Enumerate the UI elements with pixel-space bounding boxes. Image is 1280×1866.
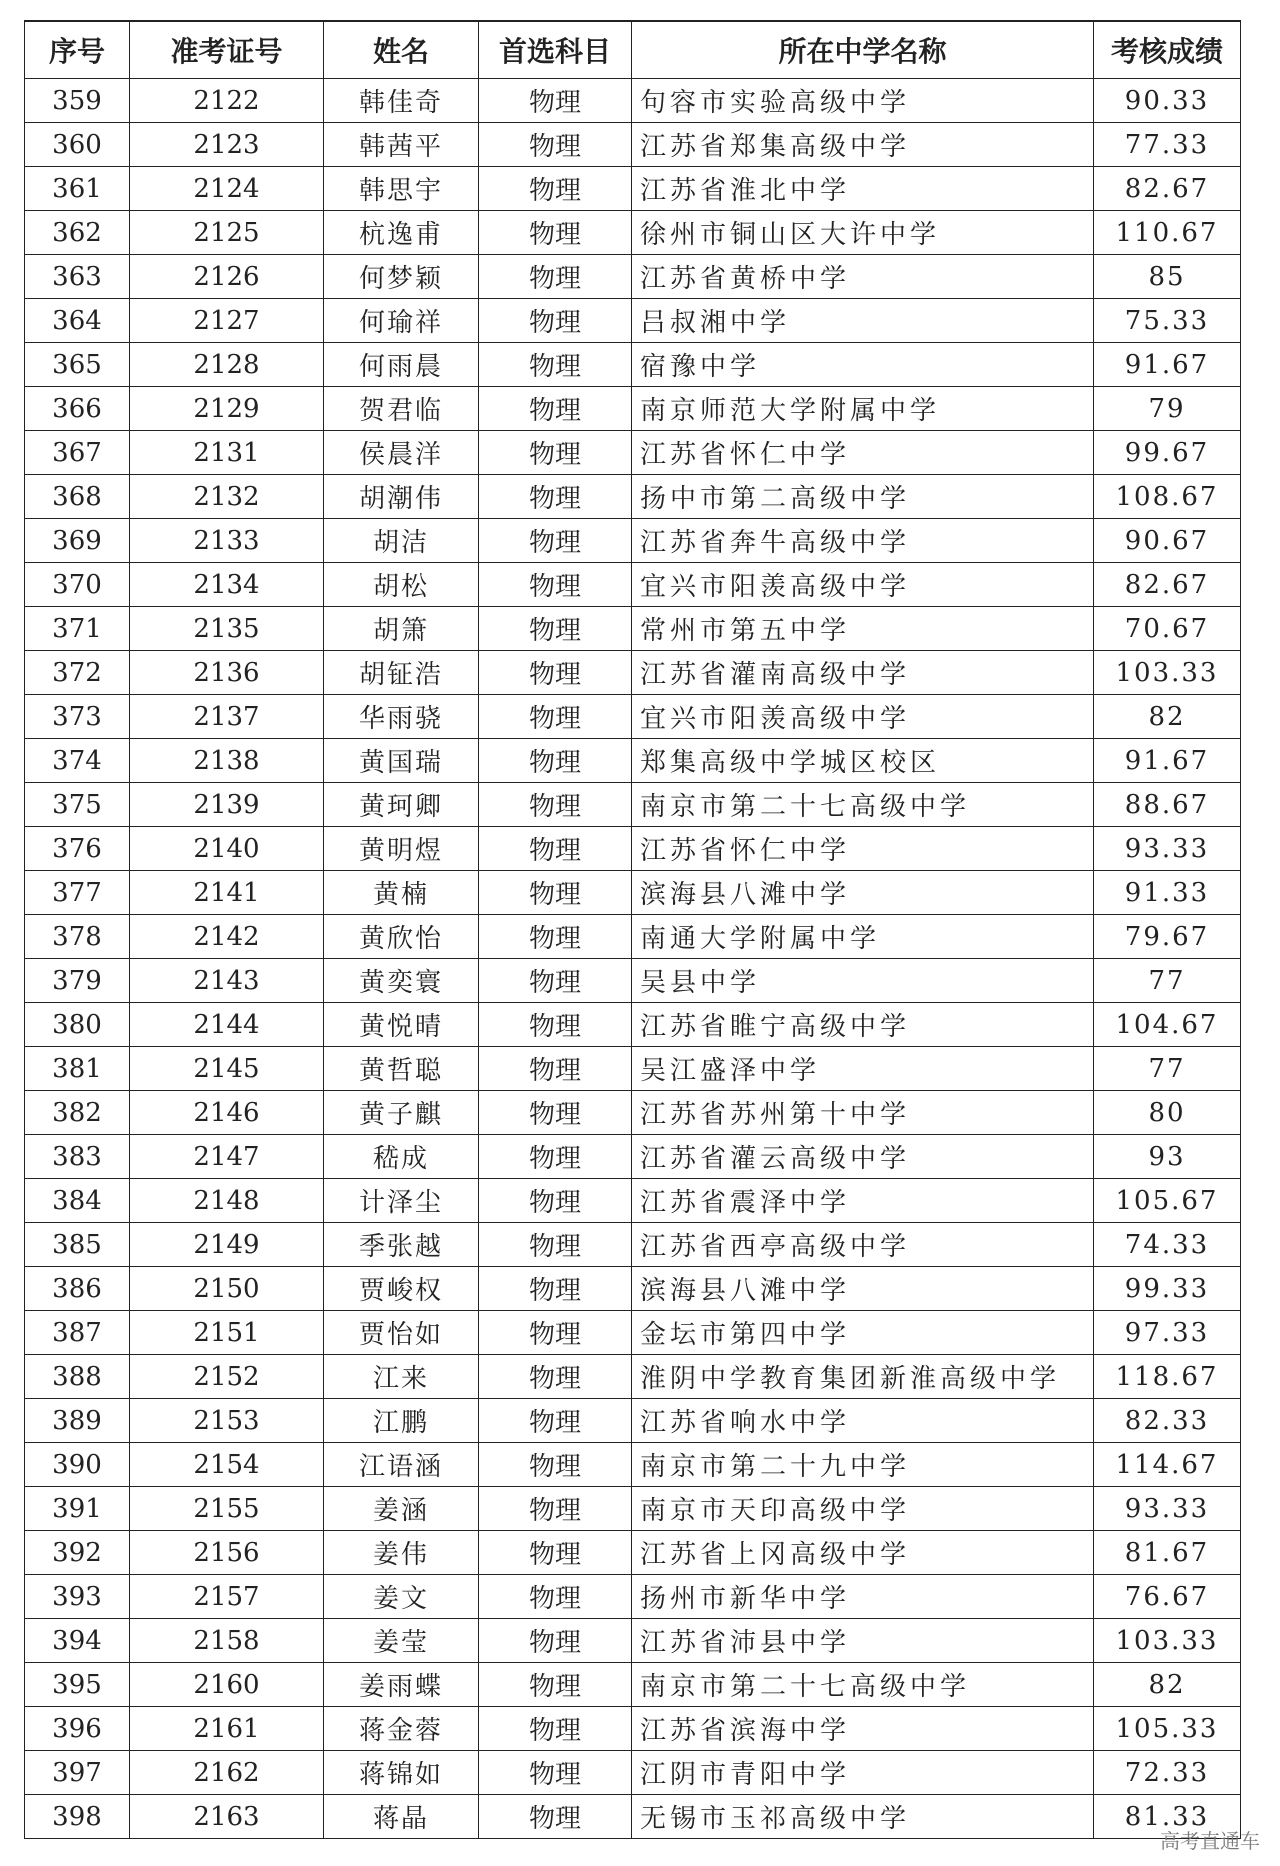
exam-id-cell: 2124 — [130, 167, 324, 211]
header-subject: 首选科目 — [479, 21, 632, 79]
subject-cell: 物理 — [479, 827, 632, 871]
seq-cell: 373 — [25, 695, 130, 739]
table-row — [25, 343, 1241, 387]
name-cell: 蒋金蓉 — [324, 1707, 479, 1751]
school-cell: 徐州市铜山区大许中学 — [632, 211, 1094, 255]
school-cell: 滨海县八滩中学 — [632, 871, 1094, 915]
seq-cell: 395 — [25, 1663, 130, 1707]
header-row — [25, 21, 1241, 79]
header-exam-id: 准考证号 — [130, 21, 324, 79]
score-cell: 91.33 — [1094, 871, 1241, 915]
table-row — [25, 827, 1241, 871]
table-row — [25, 211, 1241, 255]
name-cell: 黄国瑞 — [324, 739, 479, 783]
name-cell: 黄哲聪 — [324, 1047, 479, 1091]
subject-cell: 物理 — [479, 387, 632, 431]
seq-cell: 390 — [25, 1443, 130, 1487]
school-cell: 南京市第二十九中学 — [632, 1443, 1094, 1487]
seq-cell: 387 — [25, 1311, 130, 1355]
name-cell: 江语涵 — [324, 1443, 479, 1487]
header-school: 所在中学名称 — [632, 21, 1094, 79]
name-cell: 江鹏 — [324, 1399, 479, 1443]
name-cell: 韩茜平 — [324, 123, 479, 167]
exam-id-cell: 2127 — [130, 299, 324, 343]
name-cell: 江来 — [324, 1355, 479, 1399]
table-body — [25, 79, 1241, 1839]
seq-cell: 361 — [25, 167, 130, 211]
school-cell: 淮阴中学教育集团新淮高级中学 — [632, 1355, 1094, 1399]
exam-id-cell: 2148 — [130, 1179, 324, 1223]
subject-cell: 物理 — [479, 475, 632, 519]
exam-id-cell: 2136 — [130, 651, 324, 695]
score-cell: 93.33 — [1094, 1487, 1241, 1531]
school-cell: 宜兴市阳羡高级中学 — [632, 695, 1094, 739]
table-row — [25, 695, 1241, 739]
score-cell: 88.67 — [1094, 783, 1241, 827]
exam-id-cell: 2129 — [130, 387, 324, 431]
exam-id-cell: 2140 — [130, 827, 324, 871]
table-row — [25, 1355, 1241, 1399]
subject-cell: 物理 — [479, 1179, 632, 1223]
score-cell: 70.67 — [1094, 607, 1241, 651]
score-cell: 82 — [1094, 1663, 1241, 1707]
name-cell: 黄欣怡 — [324, 915, 479, 959]
exam-id-cell: 2133 — [130, 519, 324, 563]
seq-cell: 368 — [25, 475, 130, 519]
table-row — [25, 739, 1241, 783]
score-cell: 77 — [1094, 959, 1241, 1003]
school-cell: 江苏省灌南高级中学 — [632, 651, 1094, 695]
school-cell: 常州市第五中学 — [632, 607, 1094, 651]
school-cell: 郑集高级中学城区校区 — [632, 739, 1094, 783]
seq-cell: 365 — [25, 343, 130, 387]
table-row — [25, 1443, 1241, 1487]
score-cell: 118.67 — [1094, 1355, 1241, 1399]
subject-cell: 物理 — [479, 1267, 632, 1311]
exam-id-cell: 2134 — [130, 563, 324, 607]
school-cell: 宿豫中学 — [632, 343, 1094, 387]
subject-cell: 物理 — [479, 1531, 632, 1575]
score-cell: 93.33 — [1094, 827, 1241, 871]
exam-id-cell: 2153 — [130, 1399, 324, 1443]
seq-cell: 375 — [25, 783, 130, 827]
name-cell: 何梦颖 — [324, 255, 479, 299]
exam-id-cell: 2132 — [130, 475, 324, 519]
exam-id-cell: 2150 — [130, 1267, 324, 1311]
subject-cell: 物理 — [479, 123, 632, 167]
seq-cell: 360 — [25, 123, 130, 167]
exam-id-cell: 2152 — [130, 1355, 324, 1399]
table-row — [25, 1531, 1241, 1575]
name-cell: 姜雨蝶 — [324, 1663, 479, 1707]
seq-cell: 369 — [25, 519, 130, 563]
school-cell: 江苏省苏州第十中学 — [632, 1091, 1094, 1135]
table-row — [25, 959, 1241, 1003]
table-row — [25, 123, 1241, 167]
score-cell: 91.67 — [1094, 739, 1241, 783]
subject-cell: 物理 — [479, 1091, 632, 1135]
school-cell: 南京市第二十七高级中学 — [632, 1663, 1094, 1707]
name-cell: 黄子麒 — [324, 1091, 479, 1135]
exam-id-cell: 2141 — [130, 871, 324, 915]
seq-cell: 380 — [25, 1003, 130, 1047]
table-row — [25, 1135, 1241, 1179]
seq-cell: 394 — [25, 1619, 130, 1663]
name-cell: 韩佳奇 — [324, 79, 479, 123]
table-row — [25, 255, 1241, 299]
exam-id-cell: 2126 — [130, 255, 324, 299]
subject-cell: 物理 — [479, 1443, 632, 1487]
subject-cell: 物理 — [479, 1047, 632, 1091]
name-cell: 计泽尘 — [324, 1179, 479, 1223]
seq-cell: 393 — [25, 1575, 130, 1619]
school-cell: 江苏省奔牛高级中学 — [632, 519, 1094, 563]
header-name: 姓名 — [324, 21, 479, 79]
name-cell: 胡潮伟 — [324, 475, 479, 519]
table-row — [25, 783, 1241, 827]
exam-id-cell: 2137 — [130, 695, 324, 739]
exam-id-cell: 2128 — [130, 343, 324, 387]
name-cell: 贺君临 — [324, 387, 479, 431]
school-cell: 无锡市玉祁高级中学 — [632, 1795, 1094, 1839]
exam-id-cell: 2156 — [130, 1531, 324, 1575]
subject-cell: 物理 — [479, 519, 632, 563]
exam-id-cell: 2146 — [130, 1091, 324, 1135]
table-row — [25, 1707, 1241, 1751]
school-cell: 滨海县八滩中学 — [632, 1267, 1094, 1311]
exam-id-cell: 2125 — [130, 211, 324, 255]
score-cell: 79 — [1094, 387, 1241, 431]
table-row — [25, 1487, 1241, 1531]
score-cell: 103.33 — [1094, 1619, 1241, 1663]
subject-cell: 物理 — [479, 607, 632, 651]
score-cell: 99.67 — [1094, 431, 1241, 475]
score-cell: 80 — [1094, 1091, 1241, 1135]
exam-id-cell: 2160 — [130, 1663, 324, 1707]
name-cell: 黄悦晴 — [324, 1003, 479, 1047]
exam-id-cell: 2161 — [130, 1707, 324, 1751]
table-row — [25, 871, 1241, 915]
table-row — [25, 1575, 1241, 1619]
table-row — [25, 1179, 1241, 1223]
seq-cell: 384 — [25, 1179, 130, 1223]
school-cell: 江苏省淮北中学 — [632, 167, 1094, 211]
name-cell: 何瑜祥 — [324, 299, 479, 343]
subject-cell: 物理 — [479, 211, 632, 255]
school-cell: 南京市天印高级中学 — [632, 1487, 1094, 1531]
exam-id-cell: 2163 — [130, 1795, 324, 1839]
seq-cell: 382 — [25, 1091, 130, 1135]
score-cell: 79.67 — [1094, 915, 1241, 959]
school-cell: 南京市第二十七高级中学 — [632, 783, 1094, 827]
score-cell: 81.67 — [1094, 1531, 1241, 1575]
school-cell: 宜兴市阳羡高级中学 — [632, 563, 1094, 607]
name-cell: 嵇成 — [324, 1135, 479, 1179]
name-cell: 胡钲浩 — [324, 651, 479, 695]
school-cell: 江苏省郑集高级中学 — [632, 123, 1094, 167]
seq-cell: 367 — [25, 431, 130, 475]
score-cell: 90.33 — [1094, 79, 1241, 123]
name-cell: 贾峻权 — [324, 1267, 479, 1311]
exam-id-cell: 2142 — [130, 915, 324, 959]
score-cell: 103.33 — [1094, 651, 1241, 695]
name-cell: 胡箫 — [324, 607, 479, 651]
seq-cell: 383 — [25, 1135, 130, 1179]
score-cell: 75.33 — [1094, 299, 1241, 343]
name-cell: 黄奕寰 — [324, 959, 479, 1003]
table-row — [25, 1311, 1241, 1355]
table-row — [25, 519, 1241, 563]
name-cell: 何雨晨 — [324, 343, 479, 387]
subject-cell: 物理 — [479, 651, 632, 695]
table-row — [25, 1399, 1241, 1443]
seq-cell: 389 — [25, 1399, 130, 1443]
score-cell: 91.67 — [1094, 343, 1241, 387]
score-sheet — [24, 20, 1240, 1839]
score-cell: 77 — [1094, 1047, 1241, 1091]
subject-cell: 物理 — [479, 563, 632, 607]
school-cell: 吴江盛泽中学 — [632, 1047, 1094, 1091]
table-row — [25, 387, 1241, 431]
exam-id-cell: 2149 — [130, 1223, 324, 1267]
seq-cell: 363 — [25, 255, 130, 299]
score-cell: 82.67 — [1094, 563, 1241, 607]
subject-cell: 物理 — [479, 1135, 632, 1179]
school-cell: 江苏省怀仁中学 — [632, 827, 1094, 871]
subject-cell: 物理 — [479, 167, 632, 211]
subject-cell: 物理 — [479, 1003, 632, 1047]
seq-cell: 370 — [25, 563, 130, 607]
subject-cell: 物理 — [479, 79, 632, 123]
school-cell: 句容市实验高级中学 — [632, 79, 1094, 123]
seq-cell: 366 — [25, 387, 130, 431]
score-cell: 81.33 — [1094, 1795, 1241, 1839]
school-cell: 吴县中学 — [632, 959, 1094, 1003]
table-row — [25, 167, 1241, 211]
table-row — [25, 651, 1241, 695]
exam-id-cell: 2145 — [130, 1047, 324, 1091]
score-cell: 105.67 — [1094, 1179, 1241, 1223]
score-cell: 97.33 — [1094, 1311, 1241, 1355]
seq-cell: 385 — [25, 1223, 130, 1267]
exam-id-cell: 2154 — [130, 1443, 324, 1487]
name-cell: 蒋晶 — [324, 1795, 479, 1839]
seq-cell: 359 — [25, 79, 130, 123]
score-cell: 108.67 — [1094, 475, 1241, 519]
subject-cell: 物理 — [479, 343, 632, 387]
table-row — [25, 1267, 1241, 1311]
score-cell: 90.67 — [1094, 519, 1241, 563]
seq-cell: 379 — [25, 959, 130, 1003]
name-cell: 姜文 — [324, 1575, 479, 1619]
school-cell: 江苏省黄桥中学 — [632, 255, 1094, 299]
table-row — [25, 1003, 1241, 1047]
exam-id-cell: 2131 — [130, 431, 324, 475]
seq-cell: 398 — [25, 1795, 130, 1839]
table-row — [25, 299, 1241, 343]
exam-id-cell: 2143 — [130, 959, 324, 1003]
exam-id-cell: 2138 — [130, 739, 324, 783]
score-cell: 105.33 — [1094, 1707, 1241, 1751]
table-row — [25, 1047, 1241, 1091]
seq-cell: 378 — [25, 915, 130, 959]
score-cell: 85 — [1094, 255, 1241, 299]
school-cell: 江苏省西亭高级中学 — [632, 1223, 1094, 1267]
name-cell: 黄楠 — [324, 871, 479, 915]
seq-cell: 388 — [25, 1355, 130, 1399]
name-cell: 黄珂卿 — [324, 783, 479, 827]
score-cell: 77.33 — [1094, 123, 1241, 167]
name-cell: 胡松 — [324, 563, 479, 607]
subject-cell: 物理 — [479, 1751, 632, 1795]
exam-id-cell: 2122 — [130, 79, 324, 123]
subject-cell: 物理 — [479, 1575, 632, 1619]
school-cell: 江苏省怀仁中学 — [632, 431, 1094, 475]
subject-cell: 物理 — [479, 783, 632, 827]
seq-cell: 391 — [25, 1487, 130, 1531]
school-cell: 金坛市第四中学 — [632, 1311, 1094, 1355]
exam-id-cell: 2157 — [130, 1575, 324, 1619]
subject-cell: 物理 — [479, 1223, 632, 1267]
seq-cell: 377 — [25, 871, 130, 915]
seq-cell: 371 — [25, 607, 130, 651]
seq-cell: 386 — [25, 1267, 130, 1311]
table-row — [25, 915, 1241, 959]
subject-cell: 物理 — [479, 255, 632, 299]
seq-cell: 364 — [25, 299, 130, 343]
subject-cell: 物理 — [479, 739, 632, 783]
school-cell: 江阴市青阳中学 — [632, 1751, 1094, 1795]
subject-cell: 物理 — [479, 1663, 632, 1707]
score-cell: 104.67 — [1094, 1003, 1241, 1047]
exam-id-cell: 2158 — [130, 1619, 324, 1663]
subject-cell: 物理 — [479, 695, 632, 739]
score-cell: 72.33 — [1094, 1751, 1241, 1795]
score-cell: 99.33 — [1094, 1267, 1241, 1311]
score-cell: 114.67 — [1094, 1443, 1241, 1487]
seq-cell: 376 — [25, 827, 130, 871]
score-cell: 110.67 — [1094, 211, 1241, 255]
name-cell: 华雨骁 — [324, 695, 479, 739]
score-cell: 93 — [1094, 1135, 1241, 1179]
name-cell: 姜伟 — [324, 1531, 479, 1575]
school-cell: 江苏省响水中学 — [632, 1399, 1094, 1443]
name-cell: 韩思宇 — [324, 167, 479, 211]
score-cell: 82 — [1094, 695, 1241, 739]
name-cell: 蒋锦如 — [324, 1751, 479, 1795]
school-cell: 扬中市第二高级中学 — [632, 475, 1094, 519]
name-cell: 季张越 — [324, 1223, 479, 1267]
header-seq: 序号 — [25, 21, 130, 79]
subject-cell: 物理 — [479, 1399, 632, 1443]
exam-id-cell: 2155 — [130, 1487, 324, 1531]
subject-cell: 物理 — [479, 915, 632, 959]
name-cell: 侯晨洋 — [324, 431, 479, 475]
subject-cell: 物理 — [479, 1355, 632, 1399]
exam-id-cell: 2135 — [130, 607, 324, 651]
header-score: 考核成绩 — [1094, 21, 1241, 79]
table-row — [25, 475, 1241, 519]
table-row — [25, 1619, 1241, 1663]
name-cell: 姜莹 — [324, 1619, 479, 1663]
seq-cell: 372 — [25, 651, 130, 695]
exam-id-cell: 2147 — [130, 1135, 324, 1179]
subject-cell: 物理 — [479, 959, 632, 1003]
table-row — [25, 1795, 1241, 1839]
table-row — [25, 607, 1241, 651]
subject-cell: 物理 — [479, 1707, 632, 1751]
table-row — [25, 1663, 1241, 1707]
seq-cell: 381 — [25, 1047, 130, 1091]
school-cell: 南通大学附属中学 — [632, 915, 1094, 959]
school-cell: 江苏省滨海中学 — [632, 1707, 1094, 1751]
school-cell: 南京师范大学附属中学 — [632, 387, 1094, 431]
watermark: 高考直通车 — [1160, 1829, 1260, 1853]
table-row — [25, 1223, 1241, 1267]
name-cell: 杭逸甫 — [324, 211, 479, 255]
score-cell: 82.67 — [1094, 167, 1241, 211]
exam-id-cell: 2144 — [130, 1003, 324, 1047]
school-cell: 江苏省睢宁高级中学 — [632, 1003, 1094, 1047]
subject-cell: 物理 — [479, 299, 632, 343]
exam-id-cell: 2139 — [130, 783, 324, 827]
school-cell: 江苏省沛县中学 — [632, 1619, 1094, 1663]
exam-id-cell: 2123 — [130, 123, 324, 167]
seq-cell: 374 — [25, 739, 130, 783]
school-cell: 扬州市新华中学 — [632, 1575, 1094, 1619]
score-cell: 76.67 — [1094, 1575, 1241, 1619]
school-cell: 江苏省灌云高级中学 — [632, 1135, 1094, 1179]
name-cell: 姜涵 — [324, 1487, 479, 1531]
seq-cell: 396 — [25, 1707, 130, 1751]
exam-id-cell: 2151 — [130, 1311, 324, 1355]
subject-cell: 物理 — [479, 1795, 632, 1839]
seq-cell: 362 — [25, 211, 130, 255]
subject-cell: 物理 — [479, 1487, 632, 1531]
table-row — [25, 1751, 1241, 1795]
table-row — [25, 1091, 1241, 1135]
score-cell: 74.33 — [1094, 1223, 1241, 1267]
score-cell: 82.33 — [1094, 1399, 1241, 1443]
subject-cell: 物理 — [479, 1311, 632, 1355]
subject-cell: 物理 — [479, 1619, 632, 1663]
table-row — [25, 79, 1241, 123]
school-cell: 江苏省震泽中学 — [632, 1179, 1094, 1223]
score-table — [24, 20, 1241, 1839]
school-cell: 吕叔湘中学 — [632, 299, 1094, 343]
school-cell: 江苏省上冈高级中学 — [632, 1531, 1094, 1575]
name-cell: 黄明煜 — [324, 827, 479, 871]
name-cell: 胡洁 — [324, 519, 479, 563]
table-row — [25, 563, 1241, 607]
subject-cell: 物理 — [479, 871, 632, 915]
seq-cell: 397 — [25, 1751, 130, 1795]
name-cell: 贾怡如 — [324, 1311, 479, 1355]
seq-cell: 392 — [25, 1531, 130, 1575]
table-row — [25, 431, 1241, 475]
exam-id-cell: 2162 — [130, 1751, 324, 1795]
subject-cell: 物理 — [479, 431, 632, 475]
